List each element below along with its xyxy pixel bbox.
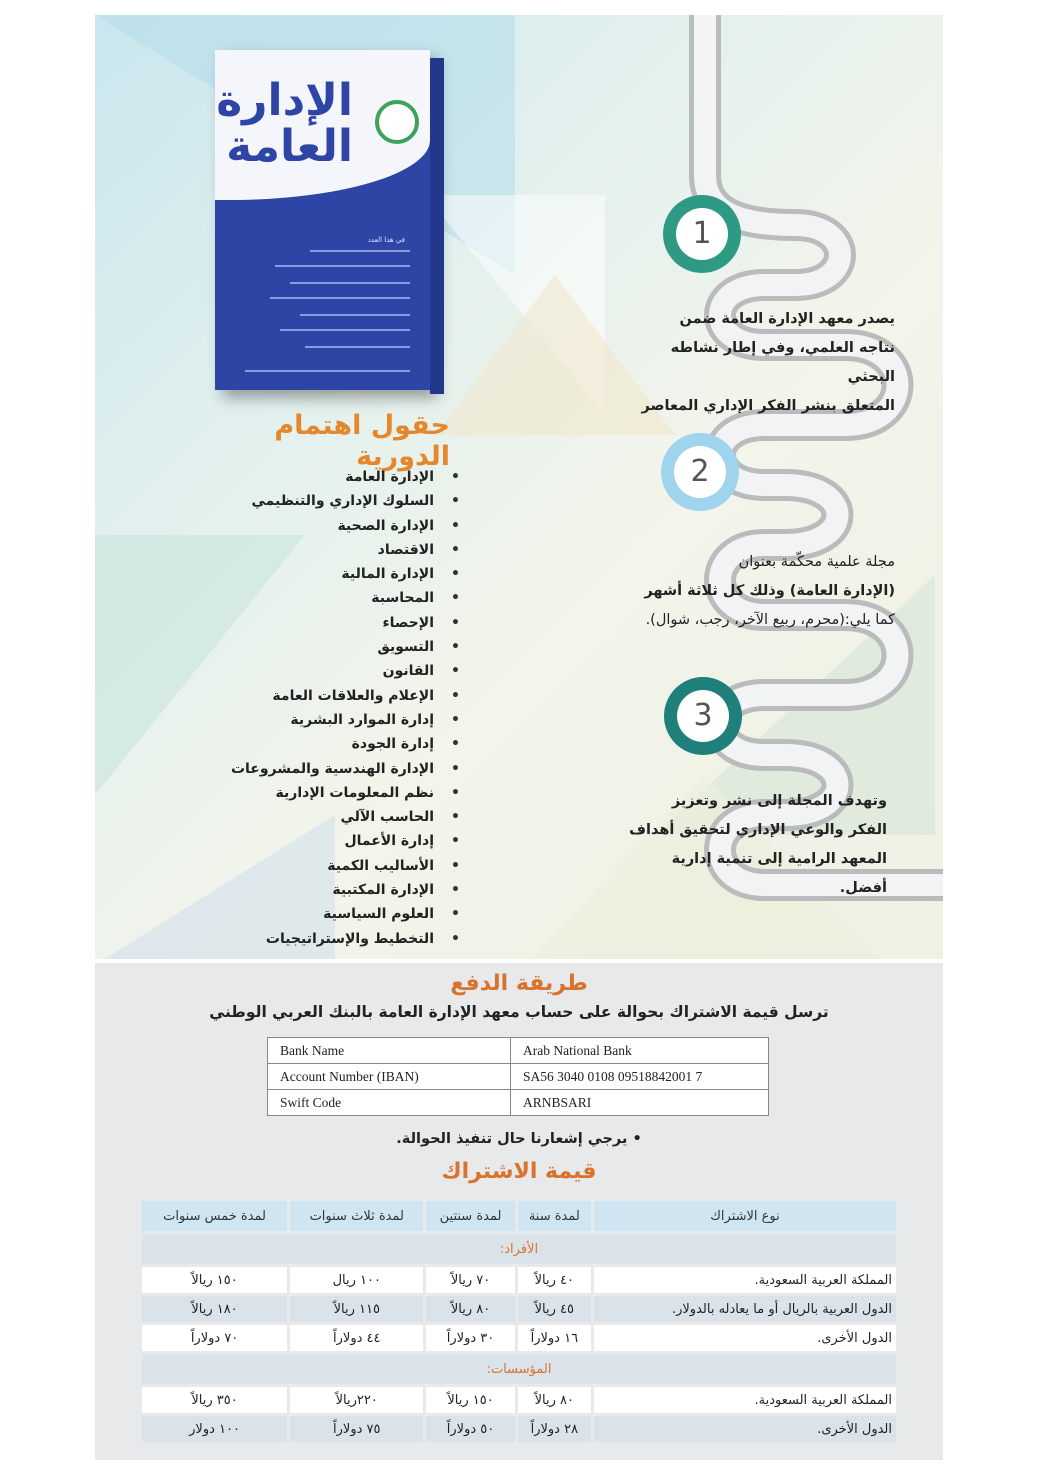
step-2-line: مجلة علمية محكّمة بعنوان — [738, 554, 895, 570]
fees-price: ٤٤ دولاراً — [290, 1325, 423, 1351]
fees-price: ٣٠ دولاراً — [426, 1325, 514, 1351]
fees-price: ٤٥ ريالاً — [518, 1296, 591, 1322]
bank-label: Swift Code — [268, 1090, 511, 1116]
fees-row — [142, 1296, 896, 1322]
cover-title-line2: العامة — [226, 121, 353, 172]
fees-price: ٤٠ ريالاً — [518, 1267, 591, 1293]
step-1-line: المتعلق بنشر الفكر الإداري المعاصر — [641, 398, 895, 414]
bank-value: ARNBSARI — [511, 1090, 769, 1116]
field-item: • الأساليب الكمية — [215, 854, 460, 878]
bank-value: SA56 3040 0108 09518842001 7 — [511, 1064, 769, 1090]
field-item: • الإدارة الهندسية والمشروعات — [215, 757, 460, 781]
fees-region: الدول الأخرى. — [594, 1416, 896, 1442]
field-item: • الإدارة المكتبية — [215, 878, 460, 902]
fees-header-row — [142, 1201, 896, 1231]
field-item: • إدارة الجودة — [215, 732, 460, 756]
step-3-line: الفكر والوعي الإداري لتحقيق أهداف — [629, 822, 887, 838]
field-item: • الإدارة المالية — [215, 562, 460, 586]
fees-price: ١٠٠ دولار — [142, 1416, 287, 1442]
fees-price: ١٥٠ ريالاً — [142, 1267, 287, 1293]
step-3-line: المعهد الرامية إلى تنمية إدارية أفضل. — [671, 851, 887, 896]
subscription-title: قيمة الاشتراك — [441, 1159, 597, 1184]
field-item: • إدارة الموارد البشرية — [215, 708, 460, 732]
fees-group-row — [142, 1234, 896, 1264]
fees-price: ١١٥ ريالاً — [290, 1296, 423, 1322]
bank-value: Arab National Bank — [511, 1038, 769, 1064]
field-item: • نظم المعلومات الإدارية — [215, 781, 460, 805]
subscription-fees-table — [139, 1198, 899, 1445]
fees-price: ٧٥ دولاراً — [290, 1416, 423, 1442]
bank-label: Bank Name — [268, 1038, 511, 1064]
fees-region: المملكة العربية السعودية. — [594, 1267, 896, 1293]
field-item: • الإعلام والعلاقات العامة — [215, 684, 460, 708]
fees-price: ١٦ دولاراً — [518, 1325, 591, 1351]
fees-group-label: المؤسسات: — [142, 1354, 896, 1384]
institute-logo — [375, 100, 419, 144]
step-2-line: (الإدارة العامة) وذلك كل ثلاثة أشهر — [644, 583, 895, 599]
fees-group-label: الأفراد: — [142, 1234, 896, 1264]
fees-price: ٥٠ دولاراً — [426, 1416, 514, 1442]
fees-price: ٧٠ دولاراً — [142, 1325, 287, 1351]
step-3-text — [625, 787, 887, 903]
bank-row — [268, 1090, 769, 1116]
journal-cover — [215, 50, 430, 390]
fees-header-cell: لمدة سنة — [518, 1201, 591, 1231]
top-panel — [95, 15, 943, 963]
brochure-page — [95, 15, 943, 1460]
payment-notice: • يرجي إشعارنا حال تنفيذ الحوالة. — [396, 1131, 642, 1147]
step-1-text — [635, 305, 895, 421]
bank-row — [268, 1064, 769, 1090]
fees-group-row — [142, 1354, 896, 1384]
fees-region: الدول الأخرى. — [594, 1325, 896, 1351]
fees-region: الدول العربية بالريال أو ما يعادله بالدولار. — [594, 1296, 896, 1322]
fees-price: ١٨٠ ريالاً — [142, 1296, 287, 1322]
fields-title: حقول اهتمام الدورية — [274, 410, 450, 472]
fees-price: ٧٠ ريالاً — [426, 1267, 514, 1293]
cover-title — [216, 75, 353, 172]
cover-title-line1: الإدارة — [216, 75, 353, 126]
journal-spine — [430, 58, 444, 394]
bank-label: Account Number (IBAN) — [268, 1064, 511, 1090]
bank-details-table — [267, 1037, 769, 1116]
field-item: • السلوك الإداري والتنظيمي — [215, 489, 460, 513]
step-3-line: وتهدف المجلة إلى نشر وتعزيز — [671, 793, 887, 809]
fees-header-cell: لمدة ثلاث سنوات — [290, 1201, 423, 1231]
fees-price: ٢٨ دولاراً — [518, 1416, 591, 1442]
bottom-panel — [95, 963, 943, 1460]
payment-title: طريقة الدفع — [450, 971, 588, 996]
field-item: • إدارة الأعمال — [215, 829, 460, 853]
step-1-line: يصدر معهد الإدارة العامة ضمن — [679, 311, 895, 327]
field-item: • التسويق — [215, 635, 460, 659]
fees-header-cell: لمدة خمس سنوات — [142, 1201, 287, 1231]
step-3-number: 3 — [677, 690, 729, 742]
step-2-text — [625, 548, 895, 635]
field-item: • القانون — [215, 659, 460, 683]
fees-price: ٢٢٠ريالاً — [290, 1387, 423, 1413]
step-1-number: 1 — [676, 208, 728, 260]
fees-row — [142, 1387, 896, 1413]
field-item: • المحاسبة — [215, 586, 460, 610]
fields-list — [215, 465, 460, 951]
field-item: • الحاسب الآلي — [215, 805, 460, 829]
fees-row — [142, 1267, 896, 1293]
fees-row — [142, 1325, 896, 1351]
fees-header-cell: لمدة سنتين — [426, 1201, 514, 1231]
fees-price: ١٥٠ ريالاً — [426, 1387, 514, 1413]
bank-row — [268, 1038, 769, 1064]
fees-price: ٨٠ ريالاً — [518, 1387, 591, 1413]
field-item: • التخطيط والإستراتيجيات — [215, 927, 460, 951]
fees-price: ٨٠ ريالاً — [426, 1296, 514, 1322]
field-item: • العلوم السياسية — [215, 902, 460, 926]
field-item: • الإدارة الصحية — [215, 514, 460, 538]
fees-price: ٣٥٠ ريالاً — [142, 1387, 287, 1413]
field-item: • الاقتصاد — [215, 538, 460, 562]
fees-row — [142, 1416, 896, 1442]
field-item: • الإدارة العامة — [215, 465, 460, 489]
field-item: • الإحصاء — [215, 611, 460, 635]
step-1-line: نتاجه العلمي، وفي إطار نشاطه البحثي — [670, 340, 895, 385]
step-2-line: كما يلي:(محرم، ربيع الآخر، رجب، شوال). — [645, 612, 895, 628]
step-2-number: 2 — [674, 446, 726, 498]
cover-note: في هذا العدد — [367, 236, 405, 244]
fees-header-cell: نوع الاشتراك — [594, 1201, 896, 1231]
payment-text: ترسل قيمة الاشتراك بحوالة على حساب معهد الإدارة العامة بالبنك العربي الوطني — [209, 1003, 829, 1021]
fees-price: ١٠٠ ريال — [290, 1267, 423, 1293]
fees-region: المملكة العربية السعودية. — [594, 1387, 896, 1413]
